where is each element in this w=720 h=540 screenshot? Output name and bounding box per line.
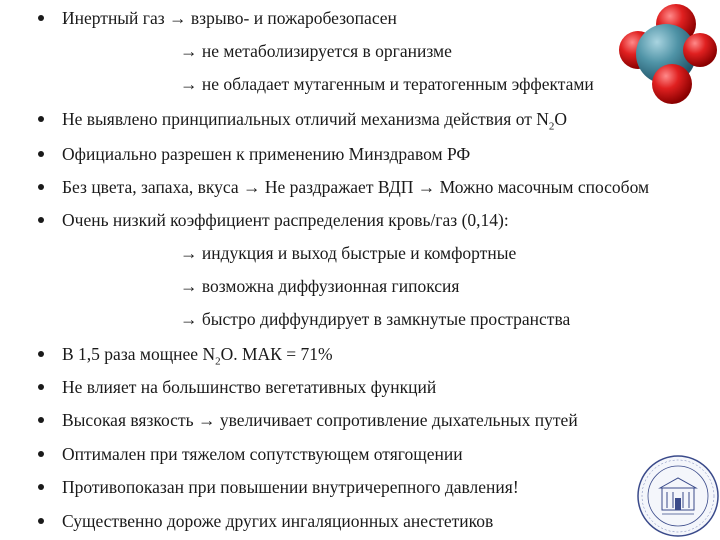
- bullet-text: Официально разрешен к применению Минздравом РФ: [62, 144, 471, 164]
- bullet: [38, 451, 44, 457]
- bullet: [38, 417, 44, 423]
- continuation-text: → не обладает мутагенным и тератогенным эффектами: [180, 74, 594, 94]
- bullet-text: Высокая вязкость → увеличивает сопротивление дыхательных путей: [62, 410, 578, 430]
- bullet-text: Очень низкий коэффициент распределения кровь/газ (0,14):: [62, 210, 509, 230]
- bullet: [38, 116, 44, 122]
- bullet-text: Инертный газ → взрыво- и пожаробезопасен: [62, 8, 397, 28]
- bullet-text: Без цвета, запаха, вкуса → Не раздражает ВДП → Можно масочным способом: [62, 177, 650, 197]
- bullet: [38, 484, 44, 490]
- bullet: [38, 15, 44, 21]
- continuation-text: → индукция и выход быстрые и комфортные: [180, 243, 517, 263]
- bullet: [38, 217, 44, 223]
- bullet-text: В 1,5 раза мощнее $N_2O$. МАК = 71%: [62, 344, 333, 368]
- bullet: [38, 518, 44, 524]
- continuation-text: → не метаболизируется в организме: [180, 41, 452, 61]
- continuation-text: → быстро диффундирует в замкнутые пространства: [180, 309, 571, 329]
- bullet-text: Существенно дороже других ингаляционных анестетиков: [62, 511, 494, 531]
- bullet-text: Не влияет на большинство вегетативных функций: [62, 377, 437, 397]
- bullet-text: Противопоказан при повышении внутричерепного давления!: [62, 477, 519, 497]
- continuation-text: → возможна диффузионная гипоксия: [180, 276, 460, 296]
- bullet: [38, 384, 44, 390]
- bullet: [38, 151, 44, 157]
- bullet: [38, 351, 44, 357]
- bullet: [38, 184, 44, 190]
- molecule-icon: [612, 2, 718, 108]
- bullet-text: Не выявлено принципиальных отличий механизма действия от $N_2O$: [62, 109, 568, 133]
- university-seal-icon: [636, 454, 720, 538]
- bullet-text: Оптимален при тяжелом сопутствующем отягощении: [62, 444, 463, 464]
